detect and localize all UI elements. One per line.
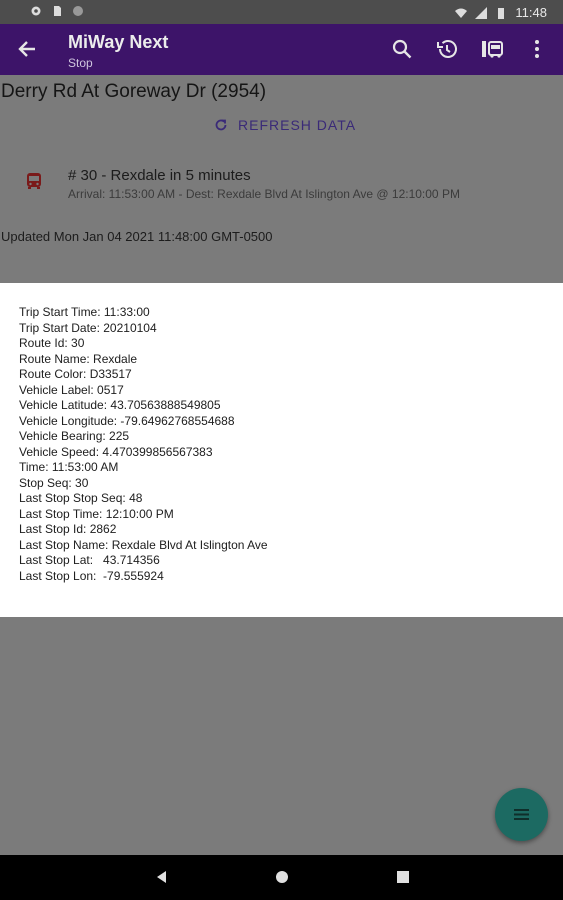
menu-icon bbox=[511, 804, 532, 825]
history-icon[interactable] bbox=[434, 36, 460, 62]
arrival-detail-text: Arrival: 11:53:00 AM - Dest: Rexdale Blvd At Islington Ave @ 12:10:00 PM bbox=[68, 187, 460, 201]
vehicle-details-list bbox=[19, 305, 268, 584]
arrival-route-text[interactable]: # 30 - Rexdale in 5 minutes bbox=[68, 167, 251, 184]
back-triangle-icon[interactable] bbox=[154, 869, 170, 885]
app-bar bbox=[0, 24, 563, 75]
refresh-data-label: REFRESH DATA bbox=[238, 117, 357, 133]
back-arrow-icon[interactable] bbox=[14, 36, 40, 62]
settings-icon bbox=[30, 5, 42, 17]
bus-icon bbox=[24, 171, 44, 191]
wifi-icon bbox=[455, 7, 467, 19]
stop-title: Derry Rd At Goreway Dr (2954) bbox=[1, 81, 267, 102]
detail-line: Last Stop Lat: 43.714356 bbox=[19, 553, 160, 567]
app-title: MiWay Next bbox=[68, 32, 169, 52]
detail-line: Vehicle Longitude: -79.64962768554688 bbox=[19, 413, 235, 428]
detail-line: Trip Start Time: 11:33:00 bbox=[19, 305, 150, 319]
app-subtitle: Stop bbox=[68, 56, 93, 70]
status-time: 11:48 bbox=[515, 5, 547, 20]
detail-line: Vehicle Speed: 4.470399856567383 bbox=[19, 444, 213, 459]
detail-line: Route Id: 30 bbox=[19, 336, 85, 350]
updated-timestamp: Updated Mon Jan 04 2021 11:48:00 GMT-0500 bbox=[1, 229, 273, 244]
battery-icon bbox=[495, 7, 507, 19]
circle-icon bbox=[72, 5, 84, 17]
refresh-data-button[interactable] bbox=[214, 117, 356, 133]
detail-line: Vehicle Bearing: 225 bbox=[19, 429, 130, 443]
detail-line: Stop Seq: 30 bbox=[19, 475, 89, 490]
detail-line: Last Stop Id: 2862 bbox=[19, 522, 117, 536]
more-vert-icon[interactable] bbox=[524, 36, 550, 62]
detail-line: Route Name: Rexdale bbox=[19, 351, 138, 366]
detail-line: Last Stop Stop Seq: 48 bbox=[19, 491, 143, 505]
bus-stop-icon[interactable] bbox=[479, 36, 505, 62]
search-icon[interactable] bbox=[389, 36, 415, 62]
detail-line: Vehicle Latitude: 43.70563888549805 bbox=[19, 398, 221, 412]
sd-card-icon bbox=[51, 5, 63, 17]
detail-line: Last Stop Name: Rexdale Blvd At Islington Ave bbox=[19, 537, 268, 552]
system-nav-bar bbox=[0, 855, 563, 900]
detail-line: Route Color: D33517 bbox=[19, 367, 132, 381]
home-circle-icon[interactable] bbox=[274, 869, 290, 885]
detail-line: Last Stop Lon: -79.555924 bbox=[19, 568, 164, 583]
detail-line: Vehicle Label: 0517 bbox=[19, 382, 124, 397]
status-bar bbox=[0, 0, 563, 24]
refresh-icon bbox=[214, 118, 228, 132]
recents-square-icon[interactable] bbox=[395, 869, 411, 885]
vehicle-details-dialog bbox=[0, 283, 563, 617]
signal-icon bbox=[475, 7, 487, 19]
menu-fab-button[interactable] bbox=[495, 788, 548, 841]
detail-line: Time: 11:53:00 AM bbox=[19, 460, 119, 474]
detail-line: Last Stop Time: 12:10:00 PM bbox=[19, 506, 174, 521]
detail-line: Trip Start Date: 20210104 bbox=[19, 320, 157, 335]
